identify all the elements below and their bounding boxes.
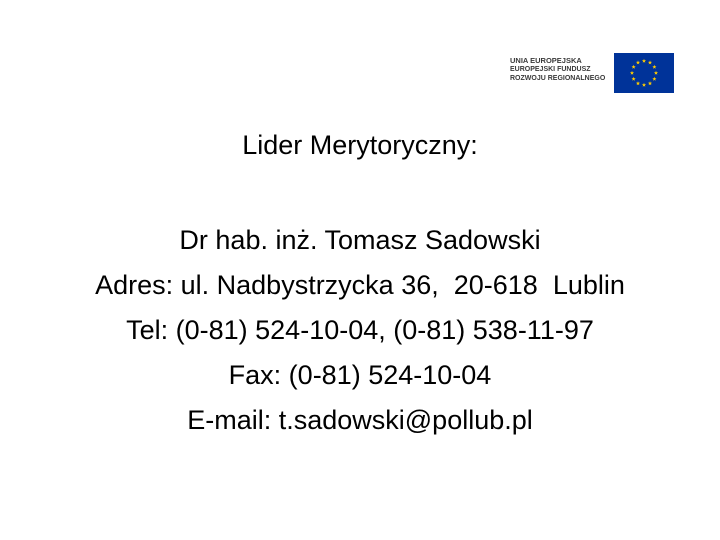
contact-address: Adres: ul. Nadbystrzycka 36, 20-618 Lublin	[95, 270, 625, 300]
eu-logo-text	[510, 56, 610, 83]
eu-logo-line-2: EUROPEJSKI FUNDUSZ	[510, 66, 591, 73]
contact-block	[0, 218, 720, 443]
contact-name: Dr hab. inż. Tomasz Sadowski	[179, 225, 541, 255]
eu-logo-line-1: UNIA EUROPEJSKA	[510, 56, 582, 65]
page-heading: Lider Merytoryczny:	[242, 130, 478, 160]
eu-logo-line-3: ROZWOJU REGIONALNEGO	[510, 75, 606, 82]
eu-logo	[506, 52, 670, 94]
contact-phone: Tel: (0-81) 524-10-04, (0-81) 538-11-97	[126, 315, 594, 345]
eu-flag-icon	[614, 53, 674, 93]
contact-fax: Fax: (0-81) 524-10-04	[228, 360, 492, 390]
contact-email[interactable]: E-mail: t.sadowski@pollub.pl	[187, 405, 533, 435]
